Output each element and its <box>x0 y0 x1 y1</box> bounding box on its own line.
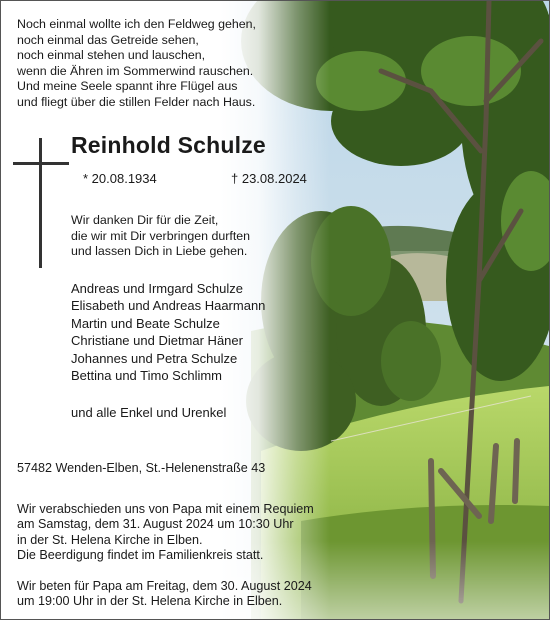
deceased-name: Reinhold Schulze <box>71 132 266 158</box>
mourner: Bettina und Timo Schlimm <box>71 368 223 384</box>
thanks-message <box>71 213 250 260</box>
mourner: Christiane und Dietmar Häner <box>71 333 243 349</box>
prayer-line: Wir beten für Papa am Freitag, dem 30. August 2024 <box>17 579 312 593</box>
poem <box>17 17 256 111</box>
service-line: am Samstag, dem 31. August 2024 um 10:30 Uhr <box>17 517 294 532</box>
mourner: Johannes und Petra Schulze <box>71 350 238 366</box>
thanks-line: Wir danken Dir für die Zeit, <box>71 213 219 227</box>
grandchildren-line: und alle Enkel und Urenkel <box>71 405 227 420</box>
service-line: Die Beerdigung findet im Familienkreis statt. <box>17 548 264 563</box>
death-date: † 23.08.2024 <box>231 171 307 186</box>
poem-line: Und meine Seele spannt ihre Flügel aus <box>17 79 238 94</box>
thanks-line: die wir mit Dir verbringen durften <box>71 228 251 243</box>
mourners-list <box>71 280 265 384</box>
birth-date: * 20.08.1934 <box>83 171 157 186</box>
thanks-line: und lassen Dich in Liebe gehen. <box>71 244 248 259</box>
prayer-info <box>17 579 312 610</box>
prayer-line: um 19:00 Uhr in der St. Helena Kirche in Elben. <box>17 594 283 609</box>
service-info <box>17 502 314 564</box>
poem-line: noch einmal das Getreide sehen, <box>17 32 199 47</box>
service-line: in der St. Helena Kirche in Elben. <box>17 532 203 547</box>
poem-line: Noch einmal wollte ich den Feldweg gehen, <box>17 17 257 31</box>
cross-icon <box>13 138 69 268</box>
poem-line: und fliegt über die stillen Felder nach Haus. <box>17 94 256 109</box>
poem-line: noch einmal stehen und lauschen, <box>17 48 206 63</box>
address: 57482 Wenden-Elben, St.-Helenenstraße 43 <box>17 461 266 475</box>
mourner: Andreas und Irmgard Schulze <box>71 281 243 296</box>
mourner: Martin und Beate Schulze <box>71 315 220 331</box>
poem-line: wenn die Ähren im Sommerwind rauschen. <box>17 63 254 78</box>
mourner: Elisabeth und Andreas Haarmann <box>71 298 266 314</box>
service-line: Wir verabschieden uns von Papa mit einem Requiem <box>17 502 314 516</box>
